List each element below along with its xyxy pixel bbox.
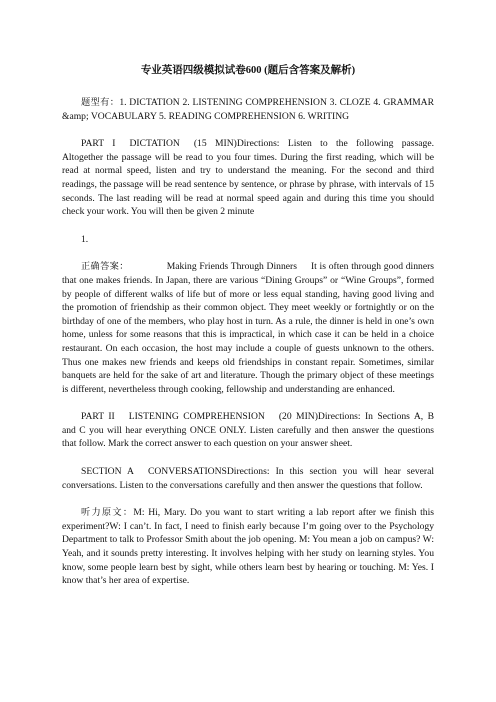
sectionA-paragraph: [62, 465, 434, 492]
answer-label: 正确答案：: [81, 261, 129, 273]
part2-name: LISTENING COMPREHENSION: [128, 411, 265, 423]
sectionA-directions: CONVERSATIONSDirections: In this section you will hear several conversations. Listen to the conversations carefully and then answer the questions that follow.: [62, 466, 434, 491]
document-page: [62, 64, 434, 602]
part2-paragraph: [62, 410, 434, 451]
answer-paragraph: [62, 260, 434, 396]
transcript-text: M: Hi, Mary. Do you want to start writing a lab report after we finish this experiment?W: I can’t. In fact, I need to finish early because I’m going over to the Psychology Department to talk to Professor Smith about the job opening. M: You mean a job on campus? W: Yeah, and it sounds pretty interesting. It involves helping with her study on learning styles. You know, some people learn best by sight, while others learn best by hearing or touching. M: Yes. I know that’s her area of expertise.: [62, 507, 434, 587]
question-number: 1.: [81, 233, 89, 245]
question-types-label: 题型有：: [81, 97, 120, 108]
part2-directions: (20 MIN)Directions: In Sections A, B and C you will hear everything ONCE ONLY. Listen carefully and then answer the questions that follow. Mark the correct answer to each question on your answer sheet.: [62, 411, 434, 450]
question-types-paragraph: [62, 96, 434, 123]
part1-heading: PART I: [81, 138, 116, 150]
part1-directions: (15 MIN)Directions: Listen to the following passage. Altogether the passage will be read to you four times. During the first reading, which will be read at normal speed, listen and try to understand the meaning. For the second and third readings, the passage will be read sentence by sentence, or phrase by phrase, with intervals of 15 seconds. The last reading will be read at normal speed again and during this time you should check your work. You will then be given 2 minute: [62, 138, 434, 218]
transcript-paragraph: [62, 506, 434, 588]
transcript-label: 听力原文：: [81, 507, 134, 519]
answer-passage-title: Making Friends Through Dinners: [166, 261, 297, 273]
question-types-text: 1. DICTATION 2. LISTENING COMPREHENSION 3. CLOZE 4. GRAMMAR &amp; VOCABULARY 5. READING COMPREHENSION 6. WRITING: [62, 97, 434, 122]
answer-passage-text: It is often through good dinners that one makes friends. In Japan, there are various “Dining Groups” or “Wine Groups”, formed by people of different walks of life but of more or less equal standing, having good living and the promotion of friendship as their common object. They meet weekly or fortnightly or on the birthday of one of the members, who play host in turn. As a rule, the dinner is held in one’s own home, unless for some reasons that this is impractical, in which case it can be held in a choice restaurant. On each occasion, the host may include a couple of guests unknown to the others. Thus one makes new friends and keeps old friendships in constant repair. Sometimes, similar banquets are held for the sake of art and literature. Though the primary object of these meetings is different, nevertheless through cooking, fellowship and understanding are enhanced.: [62, 261, 435, 395]
part1-name: DICTATION: [129, 138, 180, 150]
part1-paragraph: [62, 137, 434, 219]
sectionA-heading: SECTION A: [81, 466, 134, 478]
document-title: 专业英语四级模拟试卷600 (题后含答案及解析): [140, 65, 356, 76]
part2-heading: PART II: [81, 411, 115, 423]
